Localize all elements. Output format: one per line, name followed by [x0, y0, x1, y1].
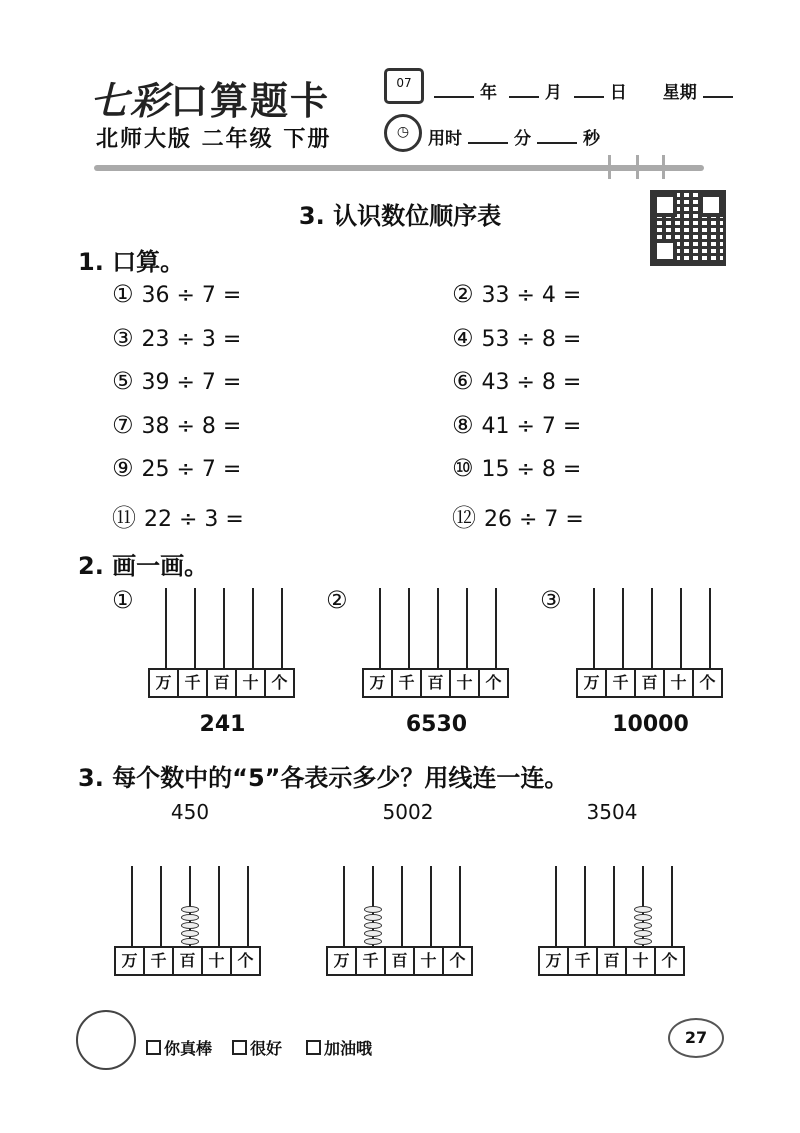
abacus-rod [613, 866, 615, 946]
abacus-rod [430, 866, 432, 946]
abacus-rod [252, 588, 254, 668]
problem-item [452, 367, 581, 395]
abacus-rod [165, 588, 167, 668]
place-value-cell: 千 [607, 670, 636, 696]
abacus [362, 588, 511, 698]
lesson-title: 3. 认识数位顺序表 [298, 202, 502, 230]
place-value-cell: 千 [569, 948, 598, 974]
divider-tick [636, 155, 639, 179]
checkbox-square[interactable] [232, 1040, 247, 1055]
place-value-row [148, 668, 295, 698]
place-value-cell: 百 [174, 948, 203, 974]
abacus-rod [401, 866, 403, 946]
place-value-cell: 个 [699, 673, 716, 692]
abacus-bead [634, 914, 652, 921]
abacus [538, 866, 687, 976]
match-number: 450 [170, 800, 210, 824]
abacus-rod [160, 866, 162, 946]
problem-number: ⑪ [112, 503, 136, 532]
abacus-rod [437, 588, 439, 668]
place-value-cell: 千 [145, 948, 174, 974]
problem-expression: 25 ÷ 7 = [141, 457, 242, 482]
abacus [148, 588, 297, 698]
section-1-title: 1. 口算。 [78, 248, 185, 276]
month-blank[interactable] [509, 82, 539, 98]
abacus-bead [634, 906, 652, 913]
place-value-cell: 百 [208, 670, 237, 696]
problem-number: ⑨ [112, 454, 134, 482]
abacus-bead [364, 914, 382, 921]
abacus-bead [364, 922, 382, 929]
abacus-rod [709, 588, 711, 668]
section-3-title: 3. 每个数中的“5”各表示多少？用线连一连。 [78, 764, 569, 792]
match-number: 5002 [382, 800, 434, 824]
abacus-rod [622, 588, 624, 668]
abacus-rod [223, 588, 225, 668]
place-value-cell: 万 [116, 948, 145, 974]
place-value-cell: 个 [485, 673, 502, 692]
abacus-label: ① [112, 586, 134, 614]
problem-item [112, 498, 244, 533]
time-line: 用时 分 秒 [428, 129, 600, 149]
rating-label: 很好 [250, 1039, 283, 1058]
place-value-row [538, 946, 685, 976]
match-number: 3504 [586, 800, 638, 824]
section-2-title: 2. 画一画。 [78, 552, 209, 580]
place-value-row [576, 668, 723, 698]
problem-item [112, 324, 241, 352]
abacus [326, 866, 475, 976]
problem-item [112, 367, 241, 395]
problem-expression: 33 ÷ 4 = [481, 283, 582, 308]
place-value-cell: 十 [415, 948, 444, 974]
abacus-label: ② [326, 586, 348, 614]
problem-item [452, 498, 584, 533]
abacus-rod [131, 866, 133, 946]
date-line: 年 月 日 星期 [428, 78, 739, 103]
abacus-bead [364, 930, 382, 937]
abacus-rod [555, 866, 557, 946]
rating-label: 你真棒 [164, 1039, 213, 1058]
abacus-bead [634, 930, 652, 937]
brand-title [90, 70, 330, 125]
problem-item [452, 411, 581, 439]
place-value-cell: 十 [627, 948, 656, 974]
abacus-rod [651, 588, 653, 668]
place-value-cell: 万 [578, 670, 607, 696]
abacus-rod [671, 866, 673, 946]
place-value-cell: 个 [661, 951, 678, 970]
problem-expression: 15 ÷ 8 = [481, 457, 582, 482]
place-value-cell: 个 [237, 951, 254, 970]
place-value-row [114, 946, 261, 976]
abacus-rod [343, 866, 345, 946]
abacus-bead [181, 914, 199, 921]
place-value-cell: 千 [393, 670, 422, 696]
minutes-blank[interactable] [468, 128, 508, 144]
problem-number: ⑧ [452, 410, 474, 439]
seconds-blank[interactable] [537, 128, 577, 144]
abacus-rod [408, 588, 410, 668]
problem-number: ④ [452, 323, 474, 352]
abacus-rod [593, 588, 595, 668]
problem-item [112, 454, 241, 482]
checkbox-square[interactable] [146, 1040, 161, 1055]
abacus-rod [281, 588, 283, 668]
divider-tick [608, 155, 611, 179]
abacus-rod [194, 588, 196, 668]
problem-expression: 26 ÷ 7 = [484, 506, 584, 532]
place-value-cell: 个 [449, 951, 466, 970]
mascot-icon [76, 1010, 136, 1070]
place-value-cell: 万 [328, 948, 357, 974]
problem-expression: 36 ÷ 7 = [141, 283, 242, 308]
problem-expression: 41 ÷ 7 = [481, 413, 582, 439]
problem-number: ③ [112, 323, 134, 352]
abacus-number: 241 [199, 712, 246, 737]
problem-number: ② [452, 280, 474, 308]
abacus-rod [247, 866, 249, 946]
place-value-row [362, 668, 509, 698]
place-value-cell: 百 [598, 948, 627, 974]
problem-number: ⑥ [452, 367, 474, 395]
place-value-cell: 十 [665, 670, 694, 696]
abacus-bead [181, 922, 199, 929]
place-value-cell: 十 [451, 670, 480, 696]
place-value-cell: 个 [271, 673, 288, 692]
abacus-bead [181, 938, 199, 945]
qr-code [650, 190, 726, 266]
place-value-cell: 千 [357, 948, 386, 974]
brand-main: 口算题卡 [170, 79, 331, 123]
problem-expression: 53 ÷ 8 = [481, 326, 582, 352]
place-value-cell: 万 [364, 670, 393, 696]
problem-number: ⑤ [112, 367, 134, 395]
header-divider [94, 165, 704, 171]
abacus [114, 866, 263, 976]
problem-expression: 39 ÷ 7 = [141, 370, 242, 395]
abacus-number: 6530 [405, 712, 468, 737]
day-blank[interactable] [574, 82, 604, 98]
place-value-cell: 千 [179, 670, 208, 696]
abacus-bead [364, 906, 382, 913]
rating-checkbox[interactable] [232, 1036, 282, 1059]
problem-number: ⑫ [452, 503, 476, 532]
divider-tick [662, 155, 665, 179]
problem-expression: 22 ÷ 3 = [144, 506, 244, 532]
place-value-cell: 万 [150, 670, 179, 696]
place-value-row [326, 946, 473, 976]
rating-checkbox[interactable] [306, 1036, 372, 1059]
problem-expression: 38 ÷ 8 = [141, 413, 242, 439]
year-blank[interactable] [434, 82, 474, 98]
problem-item [112, 280, 241, 308]
abacus-rod [466, 588, 468, 668]
abacus-label: ③ [540, 586, 562, 614]
calendar-icon: 07 [384, 68, 424, 104]
abacus-bead [634, 922, 652, 929]
abacus-rod [459, 866, 461, 946]
place-value-cell: 万 [540, 948, 569, 974]
place-value-cell: 百 [636, 670, 665, 696]
problem-item [452, 280, 581, 308]
abacus-rod [584, 866, 586, 946]
abacus [576, 588, 725, 698]
brand-prefix: 七彩 [90, 78, 171, 123]
abacus-rod [680, 588, 682, 668]
place-value-cell: 百 [422, 670, 451, 696]
problem-item [112, 411, 241, 439]
place-value-cell: 百 [386, 948, 415, 974]
problem-number: ① [112, 280, 134, 308]
place-value-cell: 十 [237, 670, 266, 696]
abacus-bead [181, 906, 199, 913]
page-number: 27 [668, 1018, 724, 1058]
problem-item [452, 454, 581, 482]
abacus-rod [379, 588, 381, 668]
abacus-rod [495, 588, 497, 668]
rating-checkbox[interactable] [146, 1036, 212, 1059]
place-value-cell: 十 [203, 948, 232, 974]
rating-label: 加油哦 [324, 1039, 373, 1058]
problem-number: ⑦ [112, 410, 134, 439]
problem-expression: 23 ÷ 3 = [141, 326, 242, 352]
abacus-number: 10000 [612, 712, 689, 737]
checkbox-square[interactable] [306, 1040, 321, 1055]
problem-item [452, 324, 581, 352]
abacus-bead [364, 938, 382, 945]
clock-icon: ◷ [384, 114, 422, 152]
problem-number: ⑩ [452, 454, 474, 482]
edition-label: 北师大版 二年级 下册 [96, 127, 332, 152]
problem-expression: 43 ÷ 8 = [481, 370, 582, 395]
abacus-rod [218, 866, 220, 946]
weekday-blank[interactable] [703, 82, 733, 98]
abacus-bead [181, 930, 199, 937]
abacus-bead [634, 938, 652, 945]
